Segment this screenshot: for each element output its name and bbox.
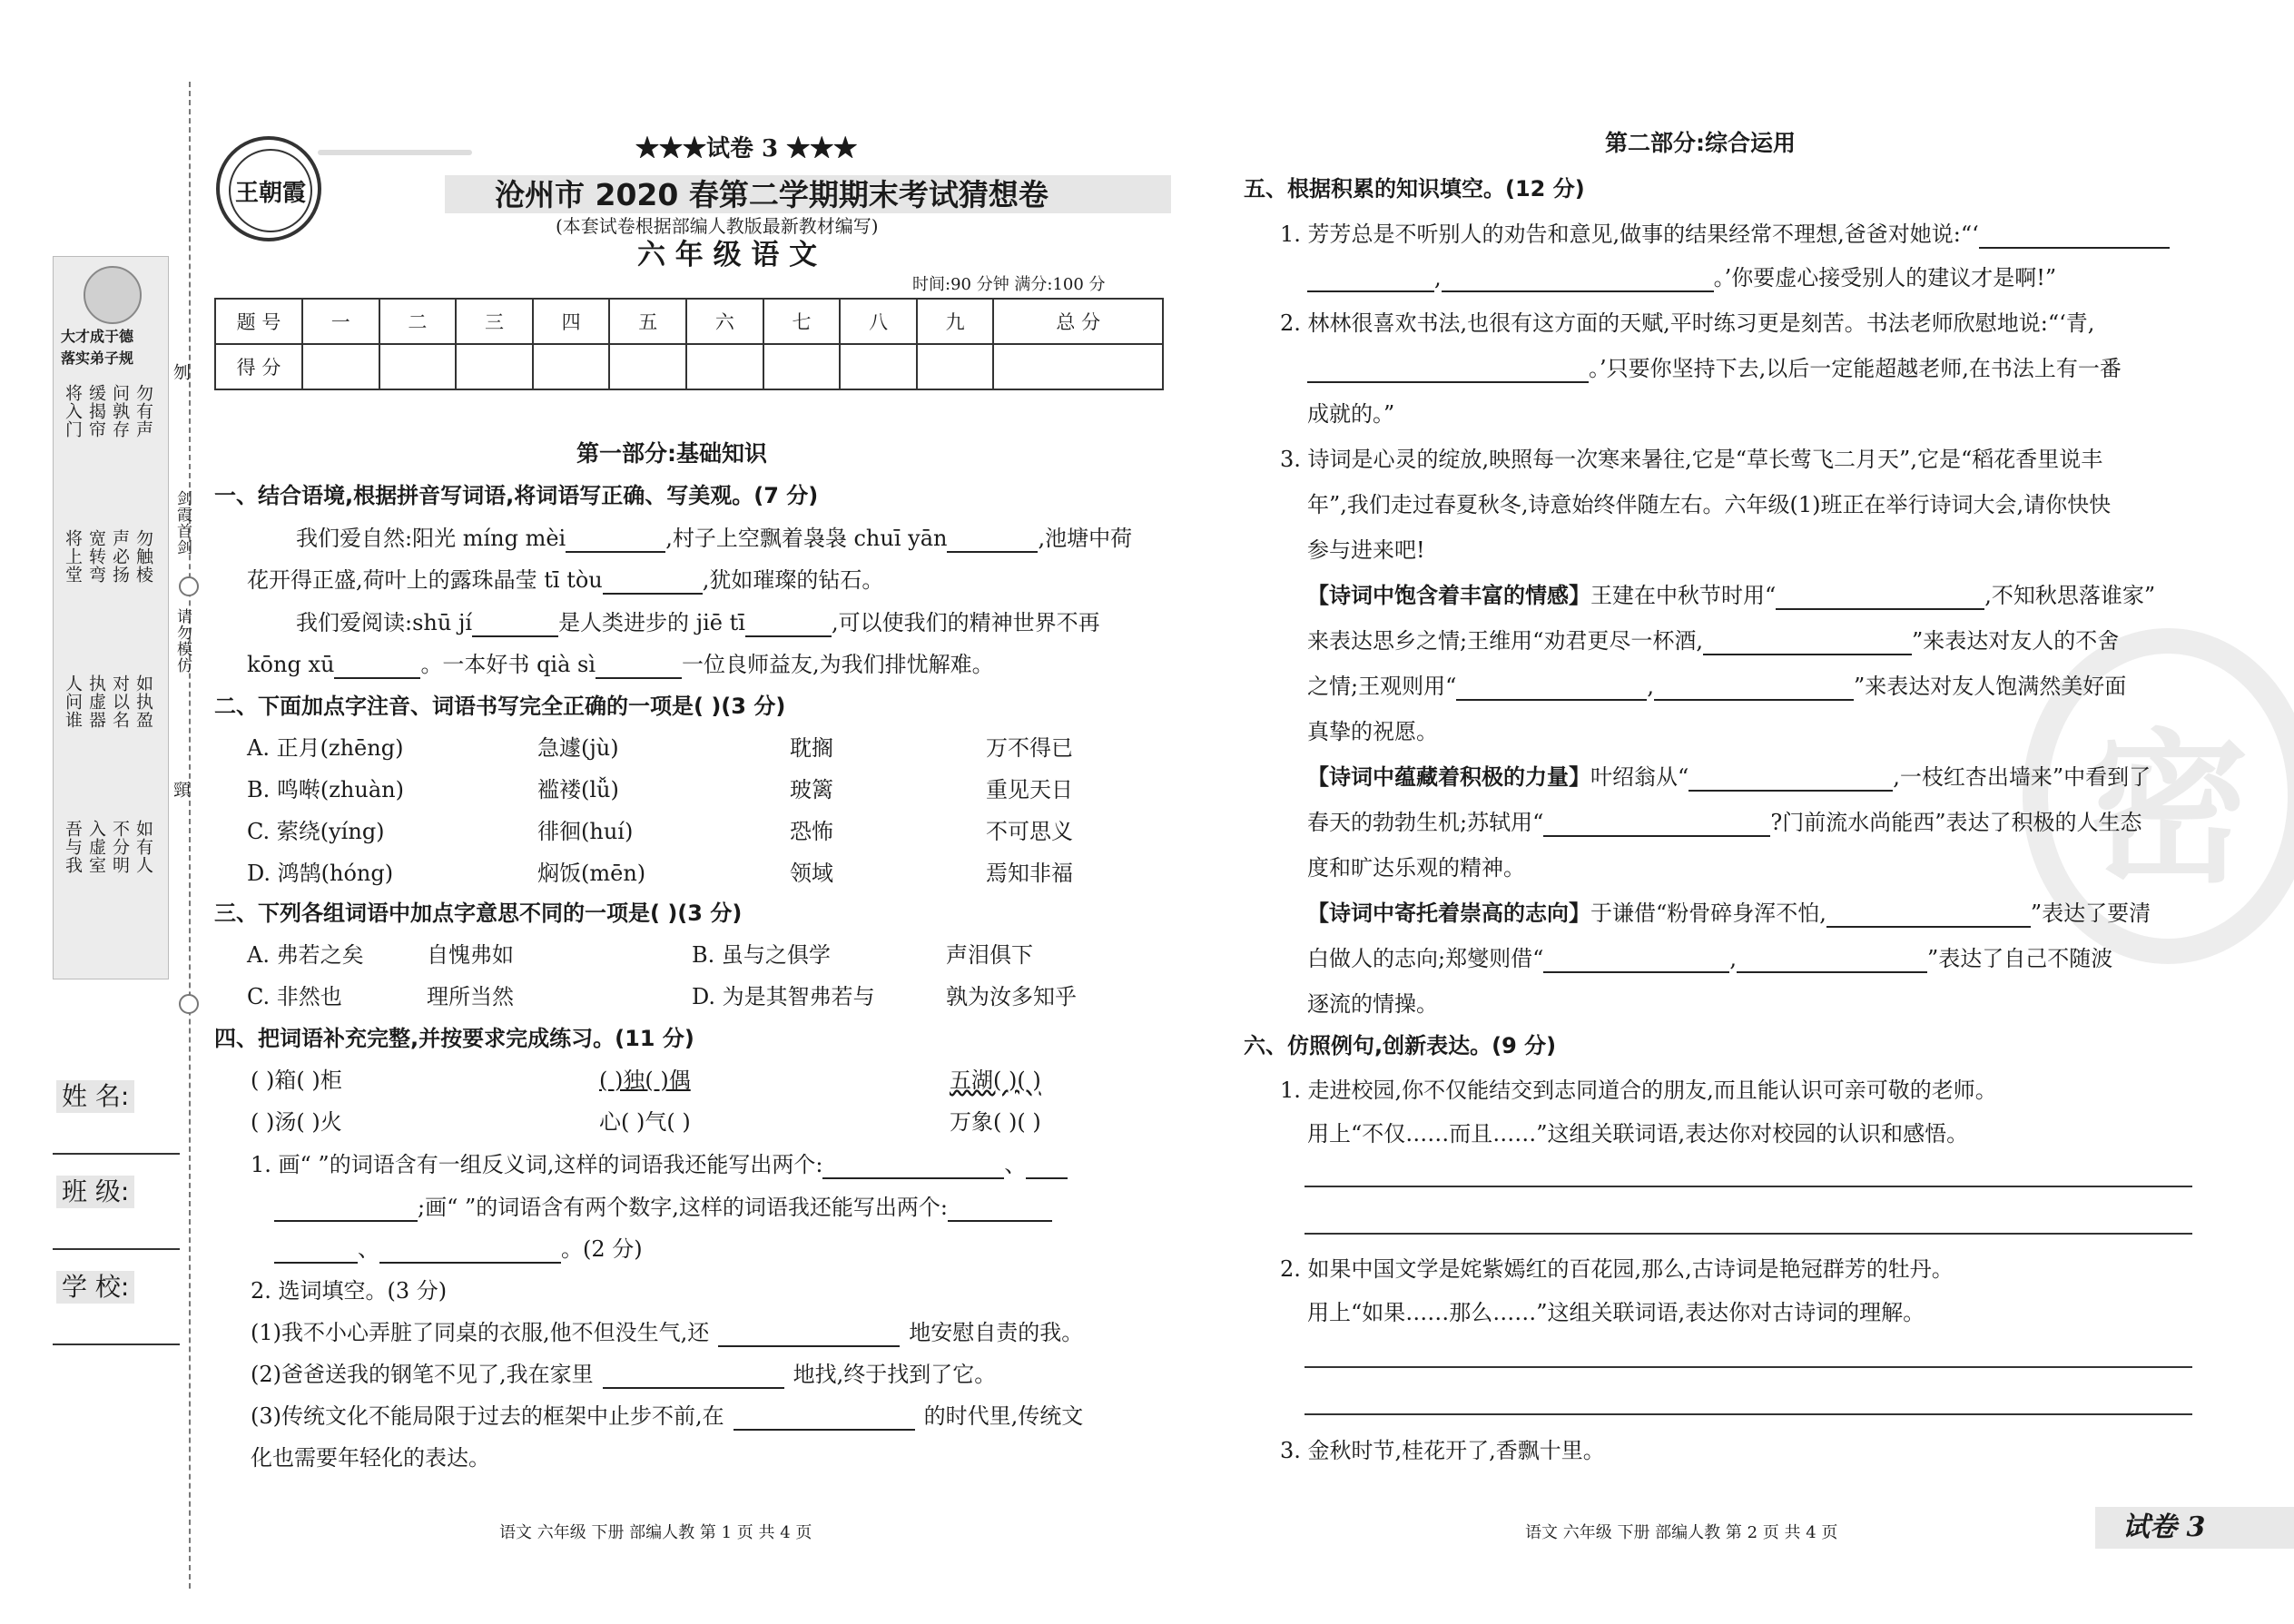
q1-line4 [247,650,994,679]
q6-i2-answer-line[interactable] [1305,1413,2192,1415]
side-text-4: 剑霞首剑 [173,490,192,556]
answer-blank[interactable] [1442,267,1714,292]
option-cell: 自愧弗如 [427,942,514,968]
q4-sub1b-text: ;画“ ”的词语含有两个数字,这样的词语我还能写出两个: [418,1195,948,1220]
q5-p1-line3: 之情;王观则用“ , ”来表达对友人饱满然美好面 [1307,674,2127,699]
col-header: 总 分 [993,299,1163,344]
class-label: 班 级: [56,1176,134,1208]
q5-p2-line3: 度和旷达乐观的精神。 [1307,855,1525,881]
option-cell: 理所当然 [427,984,514,1009]
answer-blank[interactable] [334,654,420,679]
score-table [214,298,1164,390]
score-cell[interactable] [379,344,457,389]
option-cell: 不可思义 [986,819,1073,844]
q5-p1c-text: 来表达思乡之情;王维用“劝君更尽一杯酒, [1307,628,1703,654]
q4-s1b-text: 地安慰自责的我。 [909,1320,1084,1345]
q1-l4b-text: 。一本好书 qià sì [420,652,596,677]
couplet-column: 将入门 [63,384,83,438]
score-cell[interactable] [609,344,686,389]
q2-title: 二、下面加点字注音、词语书写完全正确的一项是( )(3 分) [214,694,786,719]
col-header: 六 [686,299,763,344]
answer-blank[interactable] [1703,630,1912,655]
confidential-stamp: 密 [2023,628,2294,964]
q4-s3a-text: (3)传统文化不能局限于过去的框架中止步不前,在 [251,1403,724,1429]
option-cell: 徘徊(huí) [537,819,634,844]
couplet-column: 人问谁 [63,674,83,729]
side-text-1: 刎 [171,363,191,381]
part2-title: 第二部分:综合运用 [1605,130,1796,156]
class-field[interactable] [53,1248,180,1250]
row-label-score: 得 分 [215,344,302,389]
score-cell[interactable] [917,344,994,389]
q5-i2-line2 [1307,354,2122,383]
q1-l4-text: kōng xū [247,652,335,677]
q3-title: 三、下列各组词语中加点字意思不同的一项是( )(3 分) [214,901,743,926]
score-cell[interactable] [533,344,610,389]
q1-l1b-text: ,村子上空飘着袅袅 chuī yān [665,526,948,551]
motto-line-1: 大才成于德 [61,328,134,345]
q4-sub1-line1: 1. 画“ ”的词语含有一组反义词,这样的词语我还能写出两个: 、 [251,1150,1068,1179]
q5-i3-line3: 参与进来吧! [1307,537,1425,563]
paper-tag: ★★★试卷 3 ★★★ [635,135,858,162]
q5-p3-line1 [1307,899,2151,928]
q5-p1d-text: ”来表达对友人的不舍 [1911,628,2120,654]
q4-sub2-title: 2. 选词填空。(3 分) [251,1278,448,1304]
q5-p2d-text: ?门前流水尚能西”表达了积极的人生态 [1770,810,2142,835]
q4-group-1a: ( )箱( )柜 [251,1068,342,1093]
q6-i3-example: 3. 金秋时节,桂花开了,香飘十里。 [1280,1438,1605,1463]
option-cell: 急遽(jù) [537,735,619,761]
q4-s3-cont: 化也需要年轻化的表达。 [251,1445,490,1471]
ribbon-decoration [318,150,472,155]
q4-group-1c: 五湖( )( ) [950,1068,1041,1093]
logo-text: 王朝霞 [229,149,312,232]
q4-sub1-line3: 、 。(2 分) [274,1235,643,1264]
option-cell[interactable]: B. 鸣啭(zhuàn) [247,777,404,802]
couplet-column: 勿有声 [133,384,153,438]
q1-line2 [247,566,883,595]
answer-blank[interactable] [379,1238,561,1264]
q5-p3-line2: 白做人的志向;郑燮则借“ , ”表达了自己不随波 [1307,946,2113,971]
q6-i1-task: 用上“不仅……而且……”这组关联词语,表达你对校园的认识和感悟。 [1307,1121,1969,1147]
option-cell: B. 虽与之俱学 [692,942,831,968]
q5-i3-line2: 年”,我们走过春夏秋冬,诗意始终伴随左右。六年级(1)班正在举行诗词大会,请你快快 [1307,492,2112,517]
q5-p2b-text: ,一枝红杏出墙来”中看到了 [1893,764,2151,790]
answer-blank[interactable] [566,527,665,553]
q6-i1-answer-line[interactable] [1305,1233,2192,1235]
q5-i1a-text: 1. 芳芳总是不听别人的劝告和意见,做事的结果经常不理想,爸爸对她说:“‘ [1280,221,1979,247]
q1-l3b-text: 是人类进步的 jiē tī [558,610,745,635]
school-field[interactable] [53,1343,180,1345]
option-cell: 恐怖 [790,819,833,844]
couplet-column: 勿触棱 [133,529,153,584]
grade-subject: 六 年 级 语 文 [637,239,818,271]
col-header: 八 [840,299,917,344]
q5-i1-line2: , 。’你要虚心接受别人的建议才是啊!” [1307,263,2056,292]
q5-i2-line3: 成就的。” [1307,401,1395,427]
col-header: 五 [609,299,686,344]
option-cell[interactable]: C. 萦绕(yíng) [247,819,385,844]
q5-p1-line1 [1307,581,2155,610]
motto-line-2: 落实弟子规 [61,349,134,367]
time-score: 时间:90 分钟 满分:100 分 [912,275,1106,294]
q4-s1a-text: (1)我不小心弄脏了同桌的衣服,他不但没生气,还 [251,1320,710,1345]
q1-l1c-text: ,池塘中荷 [1038,526,1133,551]
couplet-column: 吾与我 [63,820,83,874]
answer-blank[interactable] [947,527,1038,553]
q6-i2-example: 2. 如果中国文学是姹紫嫣红的百花园,那么,古诗词是艳冠群芳的牡丹。 [1280,1256,1954,1282]
q6-title: 六、仿照例句,创新表达。(9 分) [1244,1033,1557,1058]
answer-blank[interactable] [1826,902,2031,928]
answer-blank[interactable] [718,1322,900,1347]
part1-title: 第一部分:基础知识 [576,440,767,467]
name-label: 姓 名: [56,1080,134,1113]
couplet-column: 对以名 [110,674,130,729]
scholar-figure-icon [84,266,142,324]
q6-i2-task: 用上“如果……那么……”这组关联词语,表达你对古诗词的理解。 [1307,1300,1925,1325]
option-cell[interactable]: A. 弗若之矣 [247,942,364,968]
q5-p3a-text: 于谦借“粉骨碎身浑不怕, [1590,901,1826,926]
q5-p1-tag: 【诗词中饱含着丰富的情感】 [1307,583,1590,608]
option-cell: D. 为是其智弗若与 [692,984,875,1009]
q1-l1-text: 我们爱自然:阳光 míng mèi [296,526,566,551]
footer-tag: 试卷 3 [2122,1511,2206,1543]
score-cell[interactable] [993,344,1163,389]
q5-p1b-text: ,不知秋思落谁家” [1984,583,2156,608]
q1-l4c-text: 一位良师益友,为我们排忧解难。 [682,652,994,677]
answer-blank[interactable] [274,1196,418,1222]
option-cell: 焖饭(mēn) [537,861,646,886]
q4-s2a-text: (2)爸爸送我的钢笔不见了,我在家里 [251,1362,594,1387]
answer-blank[interactable] [822,1154,1004,1179]
q5-p1-line2 [1307,626,2119,655]
q6-i2-answer-line[interactable] [1305,1366,2192,1368]
footer-right: 语文 六年级 下册 部编人教 第 2 页 共 4 页 [1525,1523,1838,1542]
binding-hole-icon [179,994,199,1014]
q4-s1 [251,1318,1083,1347]
option-cell[interactable]: A. 正月(zhēng) [247,735,404,761]
couplet-column: 不分明 [110,820,130,874]
option-cell[interactable]: C. 非然也 [247,984,342,1009]
q5-p2a-text: 叶绍翁从“ [1590,764,1689,790]
answer-blank[interactable] [1689,766,1893,792]
q4-group-2c: 万象( )( ) [950,1109,1041,1135]
option-cell: 声泪俱下 [946,942,1033,968]
couplet-column: 如有人 [133,820,153,874]
q4-group-2b: 心( )气( ) [599,1109,691,1135]
col-header: 七 [763,299,841,344]
q4-sub1c-text: 。(2 分) [561,1236,643,1262]
q5-p3-line3: 逐流的情操。 [1307,991,1438,1017]
answer-blank[interactable] [1026,1154,1068,1179]
option-cell: 万不得已 [986,735,1073,761]
q5-p2c-text: 春天的勃勃生机;苏轼用“ [1307,810,1544,835]
answer-blank[interactable] [596,654,682,679]
col-header: 一 [302,299,379,344]
q4-group-1b: ( )独( )偶 [599,1068,691,1093]
binding-hole-icon [179,576,199,596]
option-cell[interactable]: D. 鸿鹄(hóng) [247,861,394,886]
q6-i1-example: 1. 走进校园,你不仅能结交到志同道合的朋友,而且能认识可亲可敬的老师。 [1280,1078,1997,1103]
q4-sub1a-text: 1. 画“ ”的词语含有一组反义词,这样的词语我还能写出两个: [251,1152,823,1177]
row-label-number: 题 号 [215,299,302,344]
q5-p2-line2 [1307,808,2142,837]
q6-i1-answer-line[interactable] [1305,1186,2192,1187]
school-label: 学 校: [56,1271,134,1304]
option-cell: 领域 [790,861,833,886]
answer-blank[interactable] [472,612,558,637]
answer-blank[interactable] [1456,675,1647,701]
q1-line1 [296,524,1132,553]
answer-blank[interactable] [274,1238,358,1264]
option-cell: 重见天日 [986,777,1073,802]
q5-p1-line4: 真挚的祝愿。 [1307,719,1438,744]
answer-blank[interactable] [1654,675,1854,701]
q1-l3c-text: ,可以使我们的精神世界不再 [831,610,1100,635]
q4-title: 四、把词语补充完整,并按要求完成练习。(11 分) [214,1026,694,1051]
option-cell: 耽搁 [790,735,833,761]
paper-title: 沧州市 2020 春第二学期期末考试猜想卷 [495,177,1049,212]
answer-blank[interactable] [603,569,703,595]
q5-i1-line1 [1280,220,2170,249]
side-text-2: 頸 [171,781,191,799]
option-cell: 孰为汝多知乎 [946,984,1077,1009]
answer-blank[interactable] [1776,585,1984,610]
binding-motto-box [53,256,169,979]
couplet-column: 执虚器 [86,674,106,729]
q4-s3b-text: 的时代里,传统文 [923,1403,1084,1429]
logo-seal [216,136,321,241]
q1-line3 [296,608,1100,637]
paper-subtitle: (本套试卷根据部编人教版最新教材编写) [556,215,879,237]
q5-i1b-text: 。’你要虚心接受别人的建议才是啊!” [1713,265,2057,290]
col-header: 九 [917,299,994,344]
q4-s2 [251,1360,996,1389]
answer-blank[interactable] [1307,358,1589,383]
answer-blank[interactable] [1979,223,2170,249]
couplet-column: 宽转弯 [86,529,106,584]
q1-l3-text: 我们爱阅读:shū jí [296,610,473,635]
col-header: 四 [533,299,610,344]
option-cell: 焉知非福 [986,861,1073,886]
footer-left: 语文 六年级 下册 部编人教 第 1 页 共 4 页 [499,1523,812,1542]
answer-blank[interactable] [745,612,832,637]
q5-title: 五、根据积累的知识填空。(12 分) [1244,176,1585,202]
q5-p1e-text: 之情;王观则用“ [1307,674,1457,699]
score-cell[interactable] [456,344,533,389]
q1-title: 一、结合语境,根据拼音写词语,将词语写正确、写美观。(7 分) [214,483,819,508]
answer-blank[interactable] [733,1405,915,1431]
couplet-column: 问孰存 [110,384,130,438]
answer-blank[interactable] [1307,267,1434,292]
q5-p3b-text: ”表达了要清 [2030,901,2151,926]
option-cell: 玻篱 [790,777,833,802]
q5-p3-tag: 【诗词中寄托着崇高的志向】 [1307,901,1590,926]
option-cell: 褴褛(lǚ) [537,777,619,802]
score-cell[interactable] [302,344,379,389]
col-header: 二 [379,299,457,344]
q5-i3-line1: 3. 诗词是心灵的绽放,映照每一次寒来暑往,它是“草长莺飞二月天”,它是“稻花香里说丰 [1280,447,2103,472]
score-cell[interactable] [840,344,917,389]
binding-dash-line [189,82,191,1589]
q4-s3 [251,1402,1083,1431]
q5-p3d-text: ”表达了自己不随波 [1927,946,2113,971]
couplet-column: 入虚室 [86,820,106,874]
score-cell[interactable] [763,344,841,389]
answer-blank[interactable] [1737,948,1927,973]
couplet-column: 缓揭帘 [86,384,106,438]
q4-sub1-line2 [274,1193,1052,1222]
q4-group-2a: ( )汤( )火 [251,1109,342,1135]
couplet-column: 如执盈 [133,674,153,729]
q5-i2b-text: 。’只要你坚持下去,以后一定能超越老师,在书法上有一番 [1589,356,2122,381]
q1-l2b-text: ,犹如璀璨的钻石。 [702,567,884,593]
name-field[interactable] [53,1153,180,1155]
answer-blank[interactable] [948,1196,1052,1222]
q5-i2-line1: 2. 林林很喜欢书法,也很有这方面的天赋,平时练习更是刻苦。书法老师欣慰地说:“‘青, [1280,310,2095,336]
q5-p3c-text: 白做人的志向;郑燮则借“ [1307,946,1544,971]
score-cell[interactable] [686,344,763,389]
answer-blank[interactable] [1543,948,1729,973]
couplet-column: 声必扬 [110,529,130,584]
q4-s2b-text: 地找,终于找到了它。 [793,1362,997,1387]
q1-l2-text: 花开得正盛,荷叶上的露珠晶莹 tī tòu [247,567,603,593]
couplet-column: 将上堂 [63,529,83,584]
answer-blank[interactable] [603,1363,784,1389]
q5-p1a-text: 王建在中秋节时用“ [1590,583,1777,608]
answer-blank[interactable] [1543,812,1770,837]
q5-p1f-text: ”来表达对友人饱满然美好面 [1854,674,2127,699]
col-header: 三 [456,299,533,344]
q5-p2-tag: 【诗词中蕴藏着积极的力量】 [1307,764,1590,790]
side-text-3: 请勿模仿 [173,608,192,674]
